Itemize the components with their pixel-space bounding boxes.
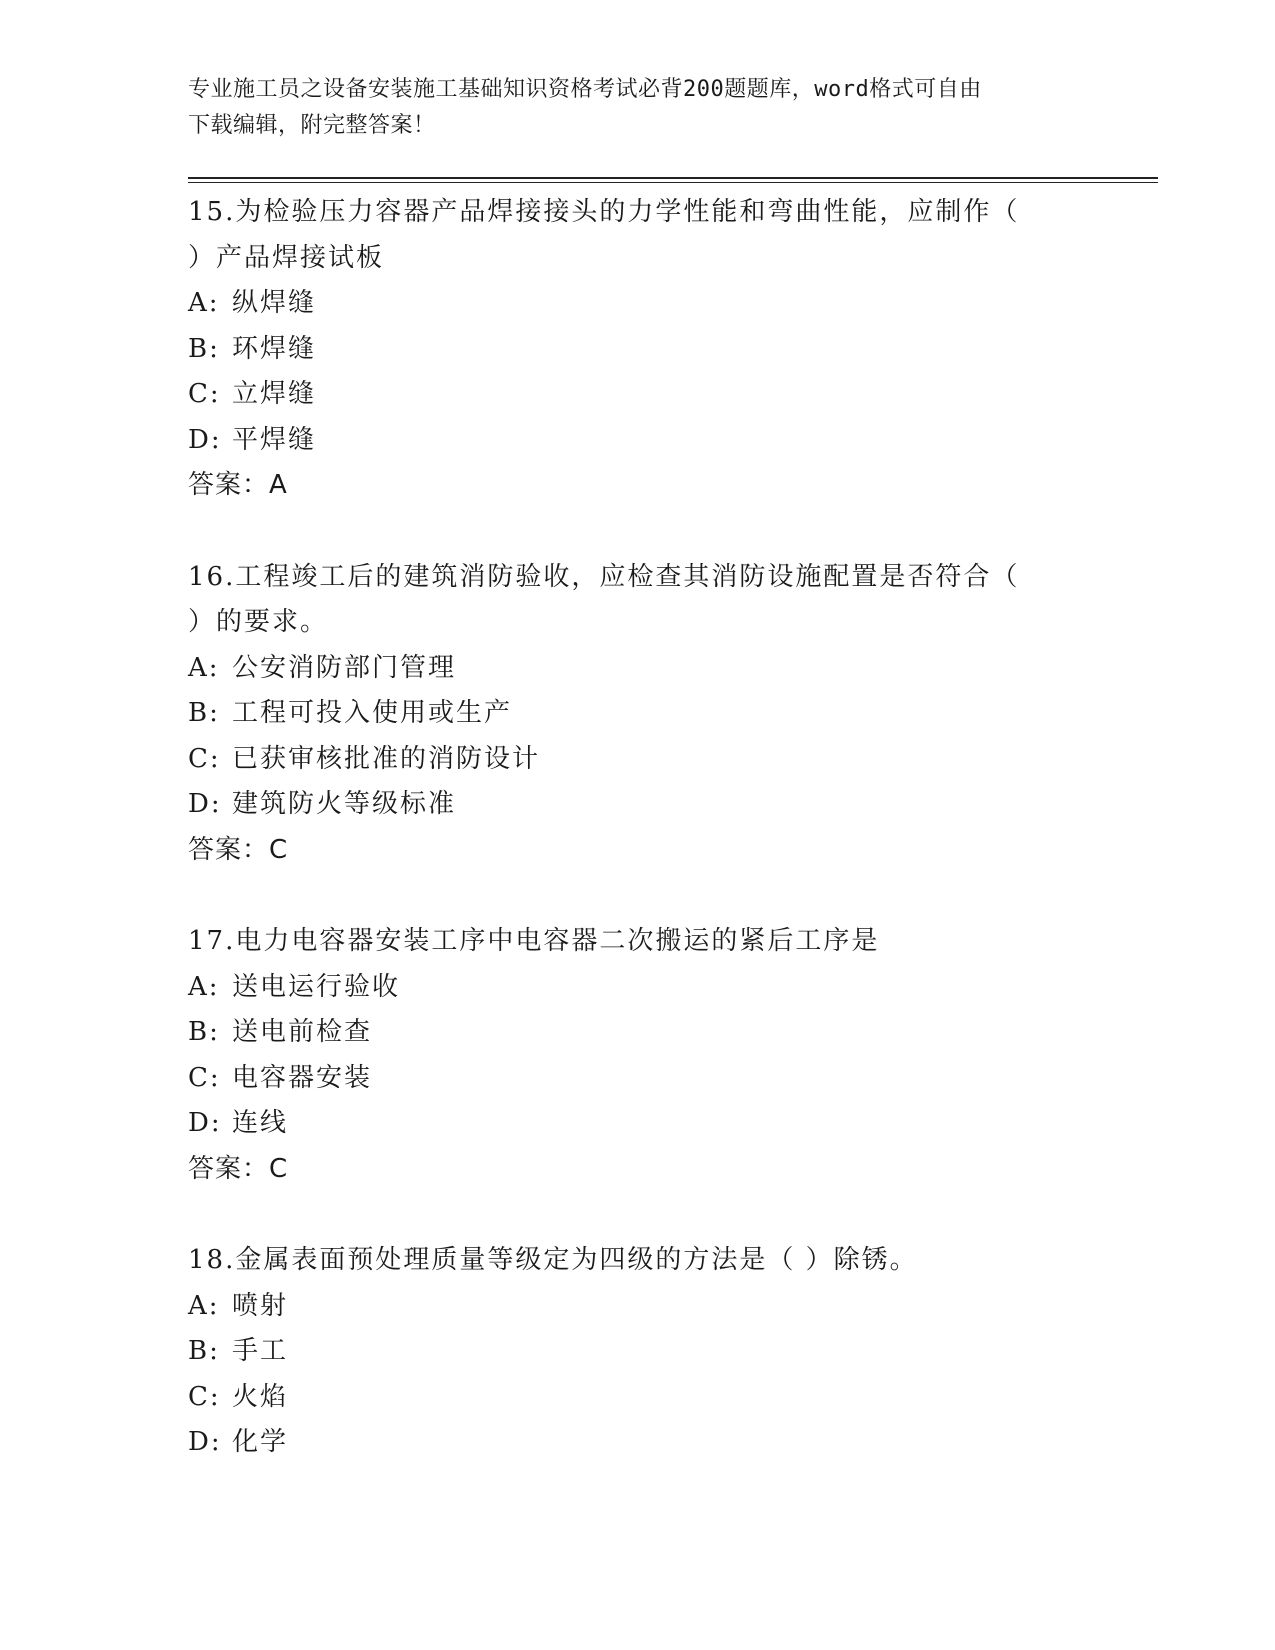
option-key: C:	[188, 1062, 221, 1093]
option-key: D:	[188, 1108, 222, 1138]
option-c	[188, 372, 1068, 418]
header-line-1: 专业施工员之设备安装施工基础知识资格考试必背200题题库，word格式可自由	[188, 77, 982, 102]
option-key: B:	[188, 333, 220, 364]
option-c	[188, 737, 1068, 783]
answer-line: 答案：A	[188, 470, 288, 500]
option-b	[188, 1329, 1068, 1375]
option-text: 电容器安装	[232, 1062, 373, 1093]
option-a	[188, 965, 1068, 1011]
option-c	[188, 1375, 1068, 1421]
option-key: B:	[188, 1017, 220, 1047]
option-d	[188, 782, 1068, 828]
option-key: A:	[188, 971, 220, 1002]
option-text: 工程可投入使用或生产	[232, 698, 513, 728]
option-text: 建筑防火等级标准	[232, 789, 457, 819]
option-a	[188, 1284, 1068, 1330]
header-line-2: 下载编辑，附完整答案！	[188, 113, 436, 138]
option-key: B:	[188, 1336, 220, 1366]
answer-line: 答案：C	[188, 834, 289, 865]
option-key: D:	[188, 424, 222, 455]
option-text: 纵焊缝	[232, 288, 317, 318]
option-c	[188, 1056, 1068, 1102]
question-list	[188, 190, 1068, 1512]
option-d	[188, 418, 1068, 464]
option-text: 送电运行验收	[232, 971, 401, 1002]
option-b	[188, 1010, 1068, 1056]
option-text: 喷射	[232, 1290, 289, 1321]
option-a	[188, 281, 1068, 327]
option-key: A:	[188, 652, 220, 683]
option-a	[188, 646, 1068, 692]
header-divider-thick	[188, 177, 1158, 179]
question-15	[188, 190, 1068, 509]
option-text: 平焊缝	[232, 424, 317, 455]
option-d	[188, 1101, 1068, 1147]
option-b	[188, 327, 1068, 373]
question-stem: 15.为检验压力容器产品焊接接头的力学性能和弯曲性能，应制作（	[188, 197, 1020, 227]
option-text: 环焊缝	[232, 333, 317, 364]
option-key: C:	[188, 379, 221, 409]
option-key: C:	[188, 1381, 221, 1412]
option-key: A:	[188, 1290, 220, 1321]
option-text: 送电前检查	[232, 1017, 373, 1047]
question-stem-continued: ）产品焊接试板	[188, 242, 385, 273]
option-text: 立焊缝	[232, 379, 317, 409]
answer-line: 答案：C	[188, 1153, 289, 1184]
header-divider-thin	[188, 182, 1158, 183]
option-text: 火焰	[232, 1381, 289, 1412]
option-text: 已获审核批准的消防设计	[232, 743, 541, 774]
option-key: D:	[188, 1427, 222, 1457]
question-stem-continued: ）的要求。	[188, 607, 329, 637]
option-key: D:	[188, 789, 222, 819]
option-key: C:	[188, 743, 221, 774]
option-d	[188, 1420, 1068, 1466]
question-18	[188, 1238, 1068, 1466]
question-16	[188, 555, 1068, 874]
document-header	[188, 72, 1068, 144]
question-stem: 17.电力电容器安装工序中电容器二次搬运的紧后工序是	[188, 926, 880, 956]
question-17	[188, 919, 1068, 1192]
option-key: A:	[188, 288, 220, 318]
option-text: 手工	[232, 1336, 289, 1366]
question-stem: 18.金属表面预处理质量等级定为四级的方法是（ ）除锈。	[188, 1245, 918, 1275]
option-b	[188, 691, 1068, 737]
option-text: 公安消防部门管理	[232, 652, 457, 683]
question-stem: 16.工程竣工后的建筑消防验收，应检查其消防设施配置是否符合（	[188, 561, 1020, 592]
option-key: B:	[188, 698, 220, 728]
option-text: 化学	[232, 1427, 289, 1457]
option-text: 连线	[232, 1108, 289, 1138]
